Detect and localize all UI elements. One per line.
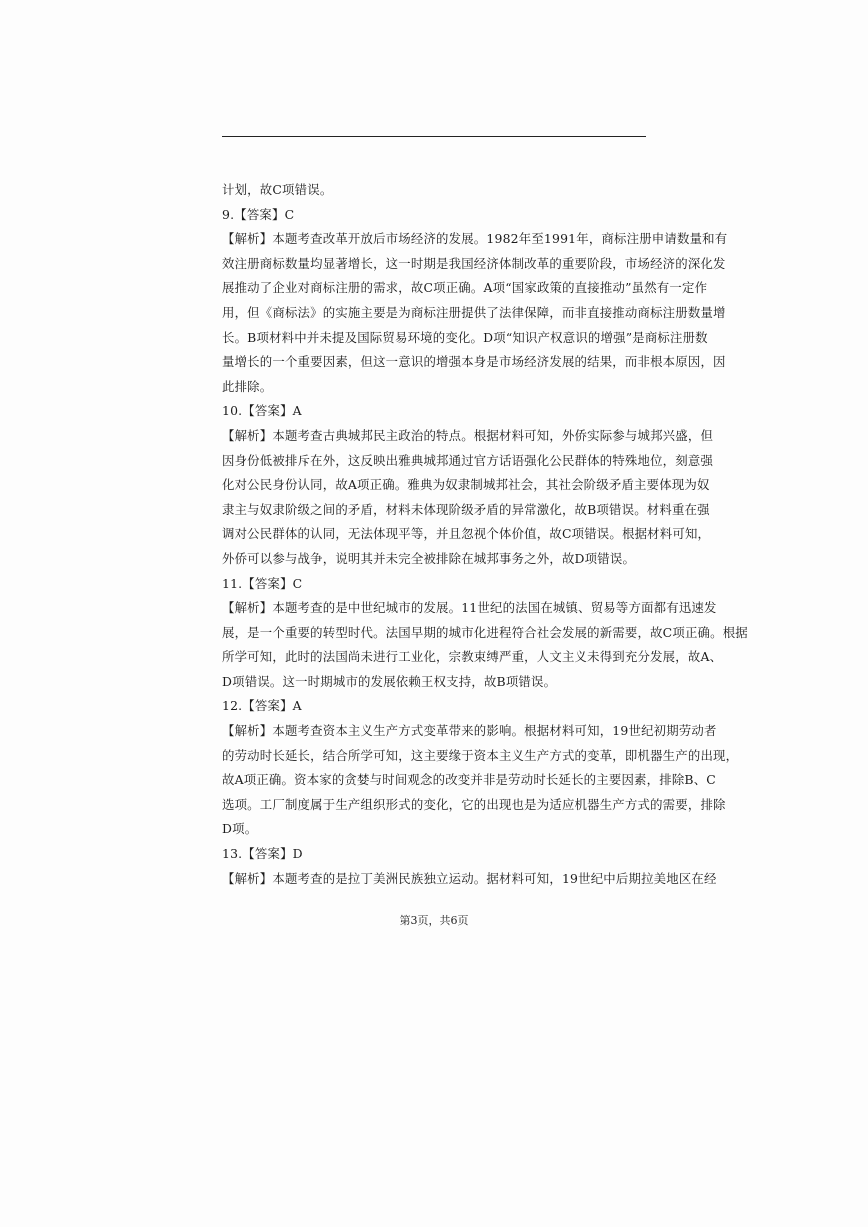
text-line: 调对公民群体的认同，无法体现平等，并且忽视个体价值，故C项错误。根据材料可知， — [222, 526, 711, 542]
answer-explanations — [222, 178, 748, 891]
answer-heading-10: 10.【答案】A — [222, 403, 302, 419]
text-line: 【解析】本题考查资本主义生产方式变革带来的影响。根据材料可知，19世纪初期劳动者 — [222, 723, 717, 739]
answer-heading-11: 11.【答案】C — [222, 575, 303, 591]
answer-heading-13: 13.【答案】D — [222, 846, 303, 862]
text-line: 量增长的一个重要因素，但这一意识的增强本身是市场经济发展的结果，而非根本原因，因 — [222, 354, 726, 370]
text-line: 因身份低被排斥在外，这反映出雅典城邦通过官方话语强化公民群体的特殊地位，刻意强 — [222, 452, 714, 468]
header-rule — [222, 136, 646, 137]
text-line: 计划，故C项错误。 — [222, 182, 333, 197]
text-line: 所学可知，此时的法国尚未进行工业化，宗教束缚严重，人文主义未得到充分发展，故A、 — [222, 649, 723, 665]
text-line: 【解析】本题考查古典城邦民主政治的特点。根据材料可知，外侨实际参与城邦兴盛，但 — [222, 427, 714, 443]
answer-heading-12: 12.【答案】A — [222, 698, 302, 714]
text-line: 的劳动时长延长，结合所学可知，这主要缘于资本主义生产方式的变革，即机器生产的出现， — [222, 747, 739, 763]
text-line: 选项。工厂制度属于生产组织形式的变化，它的出现也是为适应机器生产方式的需要，排除 — [222, 796, 726, 812]
text-line: 隶主与奴隶阶级之间的矛盾，材料未体现阶级矛盾的异常激化，故B项错误。材料重在强 — [222, 501, 710, 517]
answer-heading-9: 9.【答案】C — [222, 206, 295, 222]
text-line: 展，是一个重要的转型时代。法国早期的城市化进程符合社会发展的新需要，故C项正确。根据 — [222, 624, 748, 640]
page-number: 第3页，共6页 — [399, 914, 469, 927]
text-line: 故A项正确。资本家的贪婪与时间观念的改变并非是劳动时长延长的主要因素，排除B、C — [222, 772, 716, 788]
text-line: 用，但《商标法》的实施主要是为商标注册提供了法律保障，而非直接推动商标注册数量增 — [222, 304, 726, 320]
text-line: 【解析】本题考查的是中世纪城市的发展。11世纪的法国在城镇、贸易等方面都有迅速发 — [222, 600, 717, 616]
text-line: 此排除。 — [222, 378, 273, 394]
text-line: D项错误。这一时期城市的发展依赖王权支持，故B项错误。 — [222, 673, 557, 689]
text-line: 效注册商标数量均显著增长，这一时期是我国经济体制改革的重要阶段，市场经济的深化发 — [222, 255, 726, 271]
text-line: 【解析】本题考查改革开放后市场经济的发展。1982年至1991年，商标注册申请数量和有 — [222, 231, 728, 247]
text-line: 【解析】本题考查的是拉丁美洲民族独立运动。据材料可知，19世纪中后期拉美地区在经 — [222, 870, 717, 886]
text-line: D项。 — [222, 821, 258, 837]
text-line: 外侨可以参与战争，说明其并未完全被排除在城邦事务之外，故D项错误。 — [222, 550, 636, 566]
text-line: 展推动了企业对商标注册的需求，故C项正确。A项“国家政策的直接推动”虽然有一定作 — [222, 280, 708, 296]
text-line: 长。B项材料中并未提及国际贸易环境的变化。D项“知识产权意识的增强”是商标注册数 — [222, 329, 708, 345]
text-line: 化对公民身份认同，故A项正确。雅典为奴隶制城邦社会，其社会阶级矛盾主要体现为奴 — [222, 477, 710, 493]
